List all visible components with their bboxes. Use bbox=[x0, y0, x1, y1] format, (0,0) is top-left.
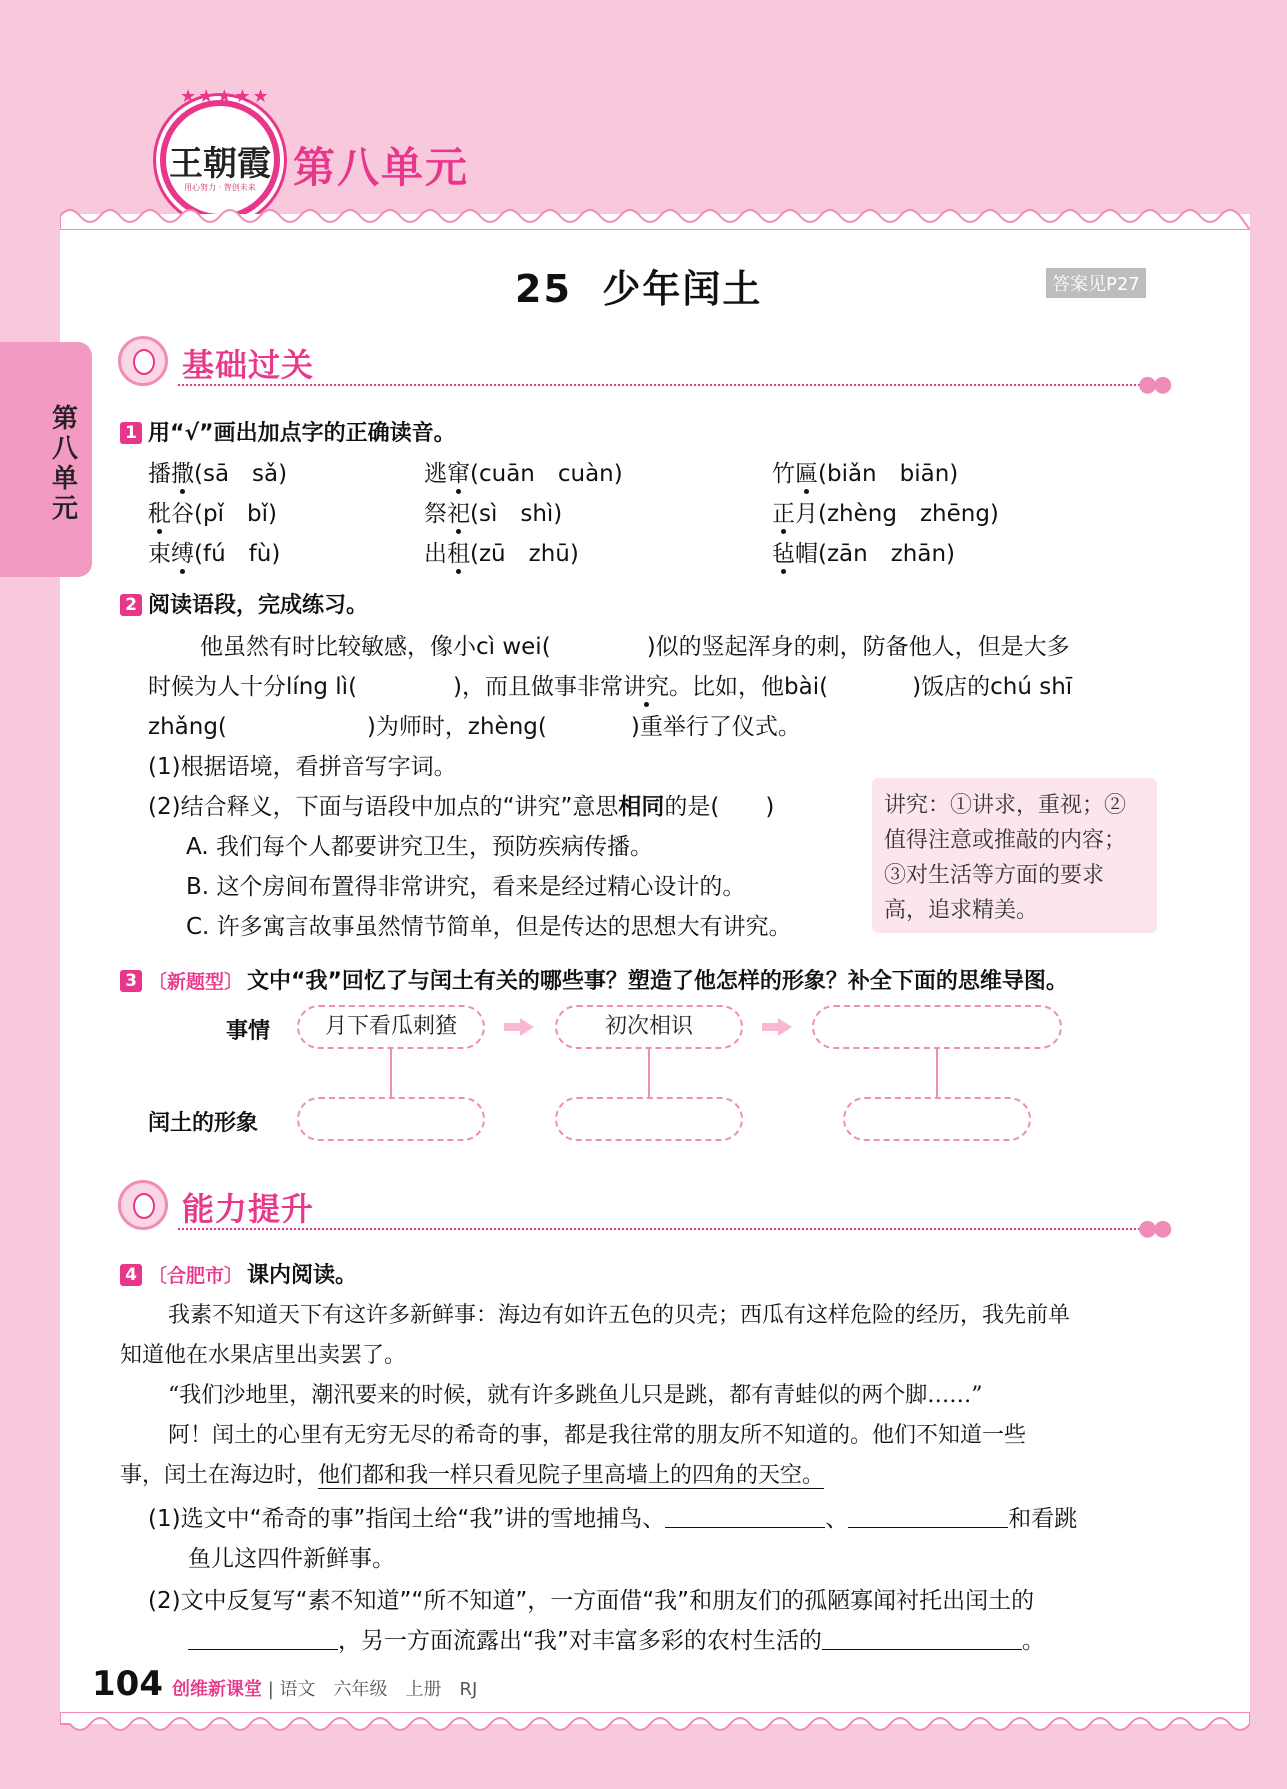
mindmap-connector bbox=[648, 1049, 650, 1099]
mindmap-event-3-blank[interactable] bbox=[812, 1005, 1062, 1049]
definition-note: 讲究：①讲求，重视；②值得注意或推敲的内容；③对生活等方面的要求高，追求精美。 bbox=[872, 778, 1157, 933]
arrow-right-icon bbox=[778, 1018, 792, 1036]
q4-sub1: (1)选文中“希奇的事”指闰土给“我”讲的雪地捕鸟、 、 和看跳 bbox=[148, 1506, 1078, 1532]
mindmap-event-2: 初次相识 bbox=[555, 1005, 743, 1049]
answer-blank[interactable] bbox=[665, 1506, 825, 1528]
question-number: 1 bbox=[120, 422, 142, 444]
q1-item[interactable]: 竹匾(biǎn biān) bbox=[772, 461, 959, 487]
q1-item[interactable]: 逃窜(cuān cuàn) bbox=[424, 461, 623, 487]
logo-subtitle: 用心努力 · 智创未来 bbox=[184, 183, 256, 192]
unit-title: 第八单元 bbox=[293, 143, 470, 192]
q2-paragraph-line: 他虽然有时比较敏感，像小cì wei( )似的竖起浑身的刺，防备他人，但是大多 bbox=[200, 634, 1070, 660]
logo-text: 王朝霞 bbox=[169, 144, 271, 184]
passage-line: 事，闰土在海边时，他们都和我一样只看见院子里高墙上的四角的天空。 bbox=[120, 1463, 825, 1488]
passage-line: 我素不知道天下有这许多新鲜事：海边有如许五色的贝壳；西瓜有这样危险的经历，我先前单 bbox=[168, 1303, 1071, 1328]
q1-item[interactable]: 祭祀(sì shì) bbox=[424, 501, 563, 527]
mindmap-image-blank[interactable] bbox=[297, 1097, 485, 1141]
section-title: 基础过关 bbox=[182, 346, 315, 384]
dots-decoration-icon: ●● bbox=[1138, 372, 1169, 397]
q2-paragraph-line: zhǎng( )为师时，zhèng( )重举行了仪式。 bbox=[148, 714, 801, 740]
arrow-right-icon bbox=[520, 1018, 534, 1036]
q1-item[interactable]: 播撒(sā sǎ) bbox=[148, 461, 288, 487]
footer-brand: 创维新课堂 bbox=[172, 1679, 262, 1700]
q4-sub2: (2)文中反复写“素不知道”“所不知道”，一方面借“我”和朋友们的孤陋寡闻衬托出闰土的 bbox=[148, 1588, 1035, 1614]
mindmap-image-blank[interactable] bbox=[843, 1097, 1031, 1141]
wave-border-top bbox=[60, 200, 1250, 230]
q4-sub1-cont: 鱼儿这四件新鲜事。 bbox=[188, 1546, 395, 1572]
q1-item[interactable]: 出租(zū zhū) bbox=[424, 541, 579, 567]
q1-item[interactable]: 束缚(fú fù) bbox=[148, 541, 281, 567]
mindmap-connector bbox=[936, 1049, 938, 1099]
question-tag: 〔合肥市〕 bbox=[148, 1265, 244, 1287]
answer-blank[interactable] bbox=[848, 1506, 1008, 1528]
logo-stars: ★★★★★ bbox=[180, 86, 271, 107]
section-header-basic bbox=[118, 336, 1169, 397]
mindmap-event-1: 月下看瓜刺猹 bbox=[297, 1005, 485, 1049]
side-tab-label: 第八单元 bbox=[52, 404, 79, 524]
passage-line: 知道他在水果店里出卖罢了。 bbox=[120, 1343, 407, 1368]
mindmap-row-label-image: 闰土的形象 bbox=[148, 1111, 259, 1136]
q1-item[interactable]: 毡帽(zān zhān) bbox=[772, 541, 956, 567]
passage-line: “我们沙地里，潮汛要来的时候，就有许多跳鱼儿只是跳，都有青蛙似的两个脚……” bbox=[168, 1383, 983, 1408]
question-number: 3 bbox=[120, 970, 142, 992]
question-1-prompt: 1 用“√”画出加点字的正确读音。 bbox=[120, 416, 456, 447]
cartoon-avatar-icon bbox=[118, 336, 168, 386]
section-divider bbox=[178, 384, 1148, 386]
mindmap-row-label-events: 事情 bbox=[226, 1019, 271, 1044]
question-tag: 〔新题型〕 bbox=[148, 971, 244, 993]
q2-sub1: (1)根据语境，看拼音写字词。 bbox=[148, 754, 457, 780]
q2-option-c[interactable]: C. 许多寓言故事虽然情节简单，但是传达的思想大有讲究。 bbox=[186, 914, 792, 940]
answer-blank[interactable] bbox=[188, 1628, 338, 1650]
dots-decoration-icon: ●● bbox=[1138, 1216, 1169, 1241]
footer-info: 创维新课堂 | 语文 六年级 上册 RJ bbox=[172, 1679, 478, 1700]
section-title: 能力提升 bbox=[182, 1190, 315, 1228]
question-2-prompt: 2 阅读语段，完成练习。 bbox=[120, 588, 368, 619]
q4-sub2-cont: ，另一方面流露出“我”对丰富多彩的农村生活的 。 bbox=[188, 1622, 1045, 1655]
q1-item[interactable]: 正月(zhèng zhēng) bbox=[772, 501, 999, 527]
lesson-title: 25 少年闰土 bbox=[515, 267, 763, 311]
cartoon-avatar-icon bbox=[118, 1180, 168, 1230]
q2-option-b[interactable]: B. 这个房间布置得非常讲究，看来是经过精心设计的。 bbox=[186, 874, 746, 900]
section-header-ability bbox=[118, 1180, 1169, 1241]
q2-paragraph-line: 时候为人十分líng lì( )，而且做事非常讲究。比如，他bài( )饭店的chú shī bbox=[148, 674, 1073, 700]
question-number: 4 bbox=[120, 1264, 142, 1286]
question-3-prompt: 3 〔新题型〕 文中“我”回忆了与闰土有关的哪些事？塑造了他怎样的形象？补全下面的思维导图。 bbox=[120, 964, 1068, 995]
mindmap-connector bbox=[390, 1049, 392, 1099]
question-4-prompt: 4 〔合肥市〕 课内阅读。 bbox=[120, 1258, 357, 1289]
q2-sub2: (2)结合释义，下面与语段中加点的“讲究”意思相同的是( ) bbox=[148, 794, 775, 820]
answer-blank[interactable] bbox=[822, 1628, 1022, 1650]
section-divider bbox=[178, 1228, 1148, 1230]
page-header bbox=[0, 0, 1287, 215]
q1-item[interactable]: 秕谷(pǐ bǐ) bbox=[148, 501, 277, 527]
question-number: 2 bbox=[120, 594, 142, 616]
mindmap-image-blank[interactable] bbox=[555, 1097, 743, 1141]
wave-border-bottom bbox=[60, 1712, 1250, 1742]
page-number: 104 bbox=[92, 1664, 163, 1704]
passage-line: 阿！闰土的心里有无穷无尽的希奇的事，都是我往常的朋友所不知道的。他们不知道一些 bbox=[168, 1423, 1027, 1448]
unit-side-tab bbox=[0, 342, 92, 577]
q2-option-a[interactable]: A. 我们每个人都要讲究卫生，预防疾病传播。 bbox=[186, 834, 653, 860]
answer-reference: 答案见P27 bbox=[1046, 268, 1146, 298]
underlined-sentence: 他们都和我一样只看见院子里高墙上的四角的天空。 bbox=[318, 1463, 825, 1488]
